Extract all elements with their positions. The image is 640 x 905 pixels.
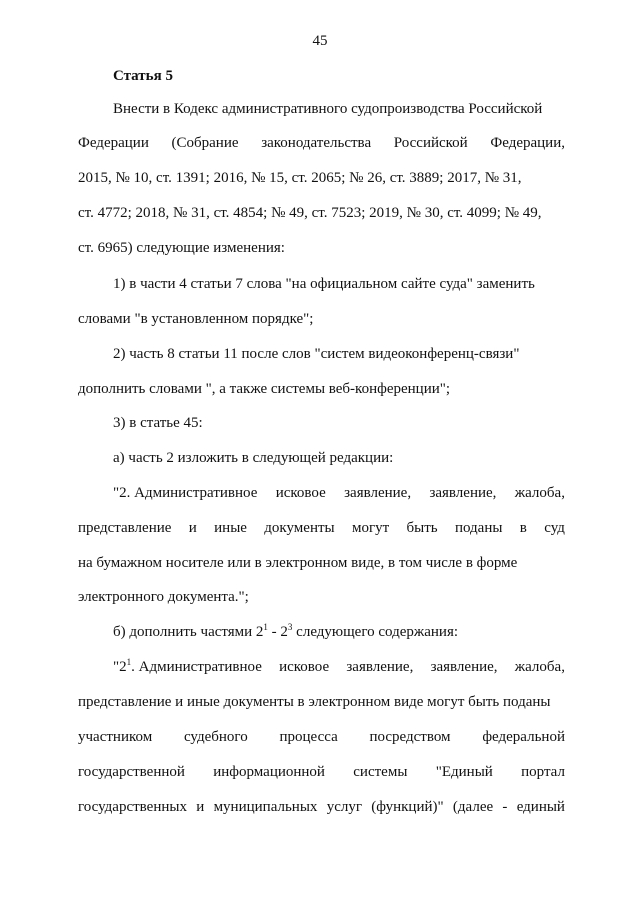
word: Российской <box>393 135 468 151</box>
word: единый <box>516 799 565 815</box>
word: государственных <box>78 799 187 815</box>
word: (Собрание <box>171 135 239 151</box>
article-heading: Статья 5 <box>113 68 173 84</box>
word: (функций)" <box>371 799 444 815</box>
text-line-10: 3) в статье 45: <box>113 415 203 431</box>
text-line-11: а) часть 2 изложить в следующей редакции: <box>113 450 394 466</box>
word: документы <box>264 520 335 536</box>
text-line-20 <box>78 764 565 781</box>
word: судебного <box>183 729 248 745</box>
word: законодательства <box>261 135 372 151</box>
text-line-2 <box>78 135 565 152</box>
line-part: - 2 <box>267 624 288 640</box>
word: федеральной <box>482 729 565 745</box>
page-number: 45 <box>312 33 328 49</box>
superscript: 1 <box>126 657 132 667</box>
word: муниципальных <box>213 799 318 815</box>
word: посредством <box>369 729 451 745</box>
word: в <box>519 520 527 536</box>
text-line-1: Внести в Кодекс административного судопроизводства Российской <box>113 101 543 117</box>
word: участником <box>78 729 153 745</box>
text-line-12 <box>113 485 565 502</box>
word: Федерации <box>78 135 149 151</box>
word: портал <box>521 764 565 780</box>
word: системы <box>353 764 408 780</box>
word: представление <box>78 520 172 536</box>
word: Федерации, <box>490 135 565 151</box>
text-line-3: 2015, № 10, ст. 1391; 2016, № 15, ст. 2065; № 26, ст. 3889; 2017, № 31, <box>78 170 522 186</box>
text-line-7: словами "в установленном порядке"; <box>78 311 314 327</box>
word: исковое <box>275 485 326 501</box>
word: процесса <box>279 729 338 745</box>
superscript: 1 <box>263 622 268 632</box>
text-line-18: представление и иные документы в электронном виде могут быть поданы <box>78 694 551 710</box>
word: информационной <box>213 764 325 780</box>
line-part: "2 <box>113 659 127 675</box>
text-line-15: электронного документа."; <box>78 589 249 605</box>
word <box>113 659 262 676</box>
word: поданы <box>454 520 503 536</box>
word: "2. Административное <box>113 485 258 501</box>
text-line-16 <box>113 624 458 641</box>
word: иные <box>214 520 247 536</box>
word: и <box>188 520 197 536</box>
line-part: б) дополнить частями 2 <box>113 624 264 640</box>
text-line-4: ст. 4772; 2018, № 31, ст. 4854; № 49, ст. 7523; 2019, № 30, ст. 4099; № 49, <box>78 205 542 221</box>
word: государственной <box>78 764 185 780</box>
text-line-14: на бумажном носителе или в электронном виде, в том числе в форме <box>78 555 518 571</box>
word: жалоба, <box>514 659 565 675</box>
text-line-5: ст. 6965) следующие изменения: <box>78 240 285 256</box>
superscript: 3 <box>287 622 293 632</box>
word: исковое <box>279 659 330 675</box>
word: "Единый <box>435 764 493 780</box>
word: - <box>502 799 508 815</box>
word: услуг <box>326 799 362 815</box>
word: быть <box>406 520 438 536</box>
word: заявление, <box>346 659 414 675</box>
word: (далее <box>452 799 494 815</box>
text-line-9: дополнить словами ", а также системы веб-конференции"; <box>78 381 451 397</box>
text-line-8: 2) часть 8 статьи 11 после слов "систем видеоконференц-связи" <box>113 346 520 362</box>
word: заявление, <box>429 485 497 501</box>
word: заявление, <box>430 659 498 675</box>
line-part: следующего содержания: <box>292 624 459 640</box>
word: суд <box>544 520 565 536</box>
line-part: . Административное <box>131 659 262 675</box>
text-line-13 <box>78 520 565 537</box>
word: и <box>196 799 205 815</box>
word: жалоба, <box>514 485 565 501</box>
text-line-21 <box>78 799 565 816</box>
text-line-6: 1) в части 4 статьи 7 слова "на официальном сайте суда" заменить <box>113 276 535 292</box>
text-line-19 <box>78 729 565 746</box>
word: могут <box>351 520 390 536</box>
word: заявление, <box>344 485 412 501</box>
text-line-17 <box>113 659 565 676</box>
